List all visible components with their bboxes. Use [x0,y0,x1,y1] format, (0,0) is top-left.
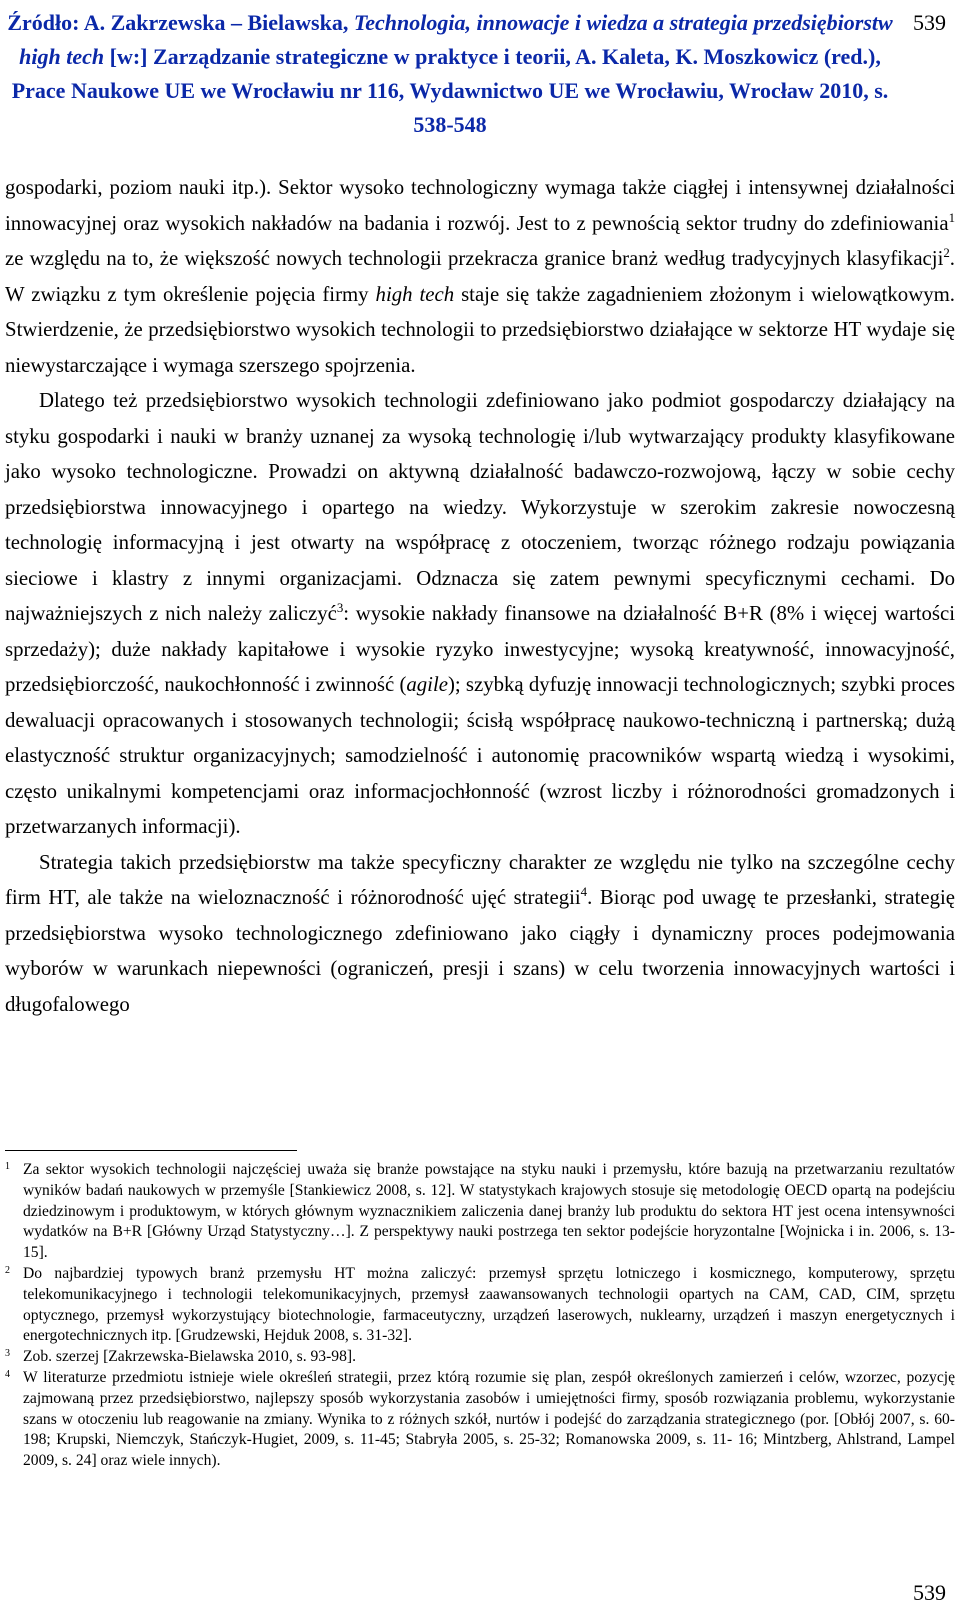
footnote-text: Za sektor wysokich technologii najczęściej uważa się branże powstające na styku nauki i przemysłu, które bazują na przetwarzaniu rezultatów wyników badań naukowych w przemyśle [Stankiewicz 2008, s. 12]. W statystykach krajowych stosuje się metodologię OECD opartą na podejściu dziedzinowym i produktowym, w których głównym wyznacznikiem zaliczenia danej branży lub produktu do sektora HT jest ocena intensywności wydatków na B+R [Główny Urząd Statystyczny…]. Z perspektywy nauki postrzega ten sektor podejście horyzontalne [Wojnicka i in. 2006, s. 13-15]. [23,1161,955,1262]
text-run: Strategia takich przedsiębiorstw ma także specyficzny charakter ze względu nie tylko na szczególne cechy firm HT, ale także na wieloznaczność i różnorodność ujęć strategii [5,850,955,909]
text-run: : wysokie nakłady finansowe na działalność B+R (8% i więcej wartości sprzedaży); duże nakłady kapitałowe i wysokie ryzyko inwestycyjne; wysoką kreatywność, innowacyjność, przedsiębiorczość, naukochłonność i zwinność ( [5,602,955,696]
footnote-reference: 1 [948,210,955,225]
body-paragraph [5,845,955,1023]
footnote-reference: 3 [336,601,344,616]
page-number-bottom: 539 [913,1580,946,1605]
footnotes-section [5,1160,955,1472]
body-paragraph [5,170,955,383]
text-run: gospodarki, poziom nauki itp.). Sektor wysoko technologiczny wymaga także ciągłej i intensywnej działalności innowacyjnej oraz wysokich nakładów na badania i rozwój. Jest to z pewnością sektor trudny do zdefiniowania [5,176,955,235]
footnote-number: 3 [5,1348,10,1360]
text-run: ze względu na to, że większość nowych technologii przekracza granice branż według tradycyjnych klasyfikacji [5,247,944,270]
text-run: agile [406,673,448,696]
footnote-reference: 2 [943,246,950,261]
text-run: Dlatego też przedsiębiorstwo wysokich technologii zdefiniowano jako podmiot gospodarczy działający na styku gospodarki i nauki w branży uznanej za wysoką technologię i/lub wytwarzający produkty klasyfikowane jako wysoko technologiczne. Prowadzi on aktywną działalność badawczo-rozwojową, łączy w sobie cechy przedsiębiorstwa innowacyjnego i opartego na wiedzy. Wykorzystuje w szerokim zakresie nowoczesną technologię informacyjną i jest otwarty na współpracę z otoczeniem, tworząc różnego rodzaju powiązania sieciowe i klastry z innymi organizacjami. Odznacza się zatem pewnymi specyficznymi cechami. Do najważniejszych z nich należy zaliczyć [5,389,955,625]
source-citation-header [0,6,900,142]
footnote-text: W literaturze przedmiotu istnieje wiele określeń strategii, przez którą rozumie się plan, zespół określonych zamierzeń i celów, wzorzec, pozycję zajmowaną przez przedsiębiorstwo, najlepszy sposób wykorzystania zasobów i umiejętności firmy, sposób rozwiązania problemu, wykorzystanie szans w otoczeniu lub reagowanie na zmiany. Wynika to z różnych szkół, nurtów i podejść do zarządzania strategicznego (por. [Obłój 2007, s. 60-198; Krupski, Niemczyk, Stańczyk-Hugiet, 2009, s. 11-45; Stabryła 2005, s. 25-32; Romanowska 2009, s. 11- 16; Mintzberg, Ahlstrand, Lampel 2009, s. 24] oraz wiele innych). [23,1368,955,1470]
body-text [5,170,955,1022]
footnote-number: 4 [5,1368,10,1380]
citation-title: Technologia, innowacje i wiedza a strategia przedsiębiorstw high tech [19,10,893,69]
footnote-text: Zob. szerzej [Zakrzewska-Bielawska 2010, s. 93-98]. [23,1348,356,1366]
footnote-separator [5,1150,297,1151]
text-run: . Biorąc pod uwagę te przesłanki, strategię przedsiębiorstwa wysoko technologicznego zdefiniowano jako ciągły i dynamiczny proces podejmowania wyborów w warunkach niepewności (ograniczeń, presji i szans) w celu tworzenia innowacyjnych wartości i długofalowego [5,886,955,1016]
body-paragraph [5,383,955,845]
footnote [5,1368,955,1472]
text-run: . W związku z tym określenie pojęcia firmy [5,247,955,306]
citation-part: [w:] Zarządzanie strategiczne w praktyce i teorii, A. Kaleta, K. Moszkowicz (red.), Prace Naukowe UE we Wrocławiu nr 116, Wydawnictwo UE we Wrocławiu, Wrocław 2010, s. 538-548 [11,44,889,137]
text-run: staje się także zagadnieniem złożonym i wielowątkowym. Stwierdzenie, że przedsiębiorstwo wysokich technologii to przedsiębiorstwo działające w sektorze HT wydaje się niewystarczające i wymaga szerszego spojrzenia. [5,282,955,377]
footnote-reference: 4 [580,885,588,900]
page-number-top: 539 [913,10,946,35]
footnote [5,1160,955,1264]
text-run: ); szybką dyfuzję innowacji technologicznych; szybki proces dewaluacji opracowanych i stosowanych technologii; ścisłą współpracę naukowo-techniczną i partnerską; dużą elastyczność struktur organizacyjnych; samodzielność i autonomię pracowników wspartą wiedzą i wysokimi, często unikalnymi kompetencjami oraz informacjochłonność (wzrost liczby i różnorodności gromadzonych i przetwarzanych informacji). [5,673,956,838]
footnote-number: 2 [5,1264,10,1276]
citation-part: Źródło: A. Zakrzewska – Bielawska, [7,10,354,35]
footnote [5,1347,955,1368]
footnote-text: Do najbardziej typowych branż przemysłu HT można zaliczyć: przemysł sprzętu lotniczego i kosmicznego, komputerowy, sprzętu telekomunikacyjnego i technologii telekomunikacyjnych, przemysł zaawansowanych technologii opartych na CAM, CAD, CIM, sprzętu optycznego, przemysł wykorzystujący biotechnologie, farmaceutyczny, urządzeń laserowych, nuklearny, urządzeń i maszyn energetycznych i energotechnicznych itp. [Grudzewski, Hejduk 2008, s. 31-32]. [23,1264,955,1345]
text-run: high tech [375,282,455,306]
footnote [5,1264,955,1347]
footnote-number: 1 [5,1161,10,1172]
